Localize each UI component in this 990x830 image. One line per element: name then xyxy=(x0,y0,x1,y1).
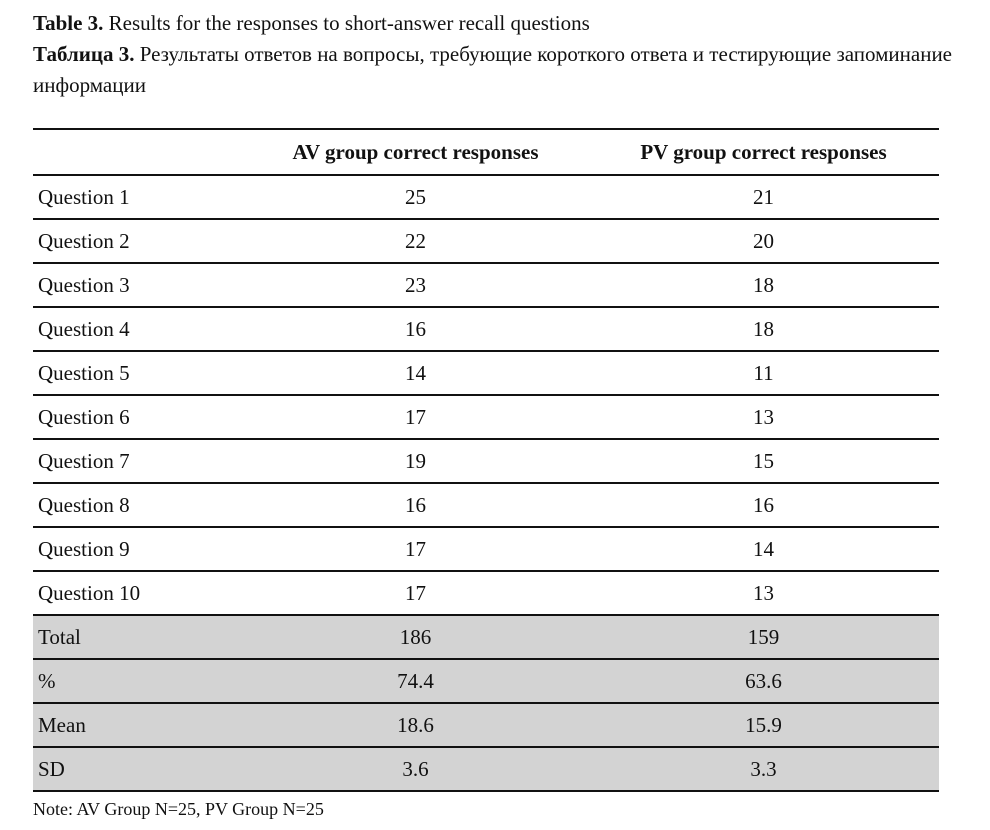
av-value: 14 xyxy=(243,351,588,395)
av-value: 17 xyxy=(243,527,588,571)
table-row xyxy=(33,351,939,395)
pv-value: 14 xyxy=(588,527,939,571)
caption-english-text: Results for the responses to short-answer recall questions xyxy=(103,11,590,35)
header-pv-group: PV group correct responses xyxy=(640,139,887,164)
av-value: 16 xyxy=(243,483,588,527)
caption-russian xyxy=(33,39,963,101)
av-value: 17 xyxy=(243,395,588,439)
caption-russian-label: Таблица 3. xyxy=(33,42,135,66)
row-label: Question 9 xyxy=(33,527,243,571)
row-label: Question 6 xyxy=(33,395,243,439)
pv-value: 159 xyxy=(588,615,939,659)
pv-value: 21 xyxy=(588,175,939,219)
av-value: 3.6 xyxy=(243,747,588,791)
av-value: 186 xyxy=(243,615,588,659)
pv-value: 3.3 xyxy=(588,747,939,791)
summary-row xyxy=(33,659,939,703)
av-value: 22 xyxy=(243,219,588,263)
table-row xyxy=(33,571,939,615)
row-label: Total xyxy=(33,615,243,659)
row-label: Question 4 xyxy=(33,307,243,351)
table-row xyxy=(33,395,939,439)
pv-value: 20 xyxy=(588,219,939,263)
results-table xyxy=(33,128,939,792)
caption-english xyxy=(33,8,963,39)
row-label: Mean xyxy=(33,703,243,747)
table-header-row xyxy=(33,129,939,175)
pv-value: 16 xyxy=(588,483,939,527)
row-label: % xyxy=(33,659,243,703)
row-label: SD xyxy=(33,747,243,791)
av-value: 16 xyxy=(243,307,588,351)
table-row xyxy=(33,219,939,263)
av-value: 74.4 xyxy=(243,659,588,703)
av-value: 23 xyxy=(243,263,588,307)
row-label: Question 10 xyxy=(33,571,243,615)
table-caption xyxy=(33,8,963,101)
summary-row xyxy=(33,703,939,747)
pv-value: 13 xyxy=(588,395,939,439)
table-row xyxy=(33,175,939,219)
pv-value: 63.6 xyxy=(588,659,939,703)
table-row xyxy=(33,527,939,571)
summary-row xyxy=(33,615,939,659)
pv-value: 15.9 xyxy=(588,703,939,747)
av-value: 25 xyxy=(243,175,588,219)
row-label: Question 1 xyxy=(33,175,243,219)
table-row xyxy=(33,483,939,527)
row-label: Question 8 xyxy=(33,483,243,527)
header-av-group: AV group correct responses xyxy=(292,139,539,164)
row-label: Question 3 xyxy=(33,263,243,307)
caption-russian-text: Результаты ответов на вопросы, требующие короткого ответа и тестирующие запоминание информации xyxy=(33,42,953,97)
table-row xyxy=(33,439,939,483)
header-empty-cell xyxy=(33,129,243,175)
av-value: 17 xyxy=(243,571,588,615)
caption-english-label: Table 3. xyxy=(33,11,104,35)
table-row xyxy=(33,307,939,351)
av-value: 19 xyxy=(243,439,588,483)
table-body xyxy=(33,175,939,791)
row-label: Question 2 xyxy=(33,219,243,263)
table-note: Note: AV Group N=25, PV Group N=25 xyxy=(33,799,324,819)
table-row xyxy=(33,263,939,307)
pv-value: 18 xyxy=(588,307,939,351)
pv-value: 11 xyxy=(588,351,939,395)
pv-value: 15 xyxy=(588,439,939,483)
av-value: 18.6 xyxy=(243,703,588,747)
row-label: Question 5 xyxy=(33,351,243,395)
row-label: Question 7 xyxy=(33,439,243,483)
pv-value: 13 xyxy=(588,571,939,615)
pv-value: 18 xyxy=(588,263,939,307)
summary-row xyxy=(33,747,939,791)
